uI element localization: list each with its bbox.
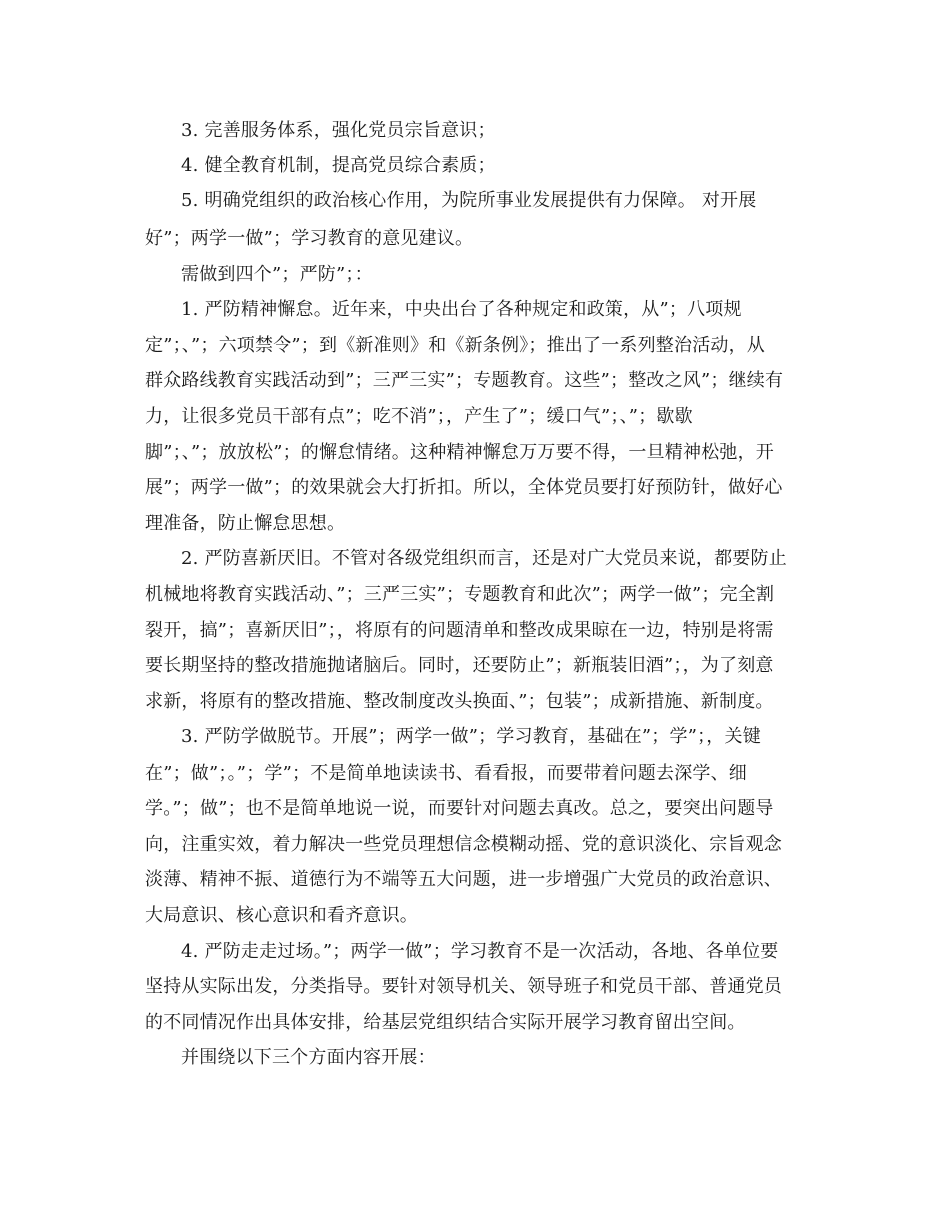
list-item-4: 4. 健全教育机制，提高党员综合素质； (181, 155, 496, 176)
closing-line: 并围绕以下三个方面内容开展： (181, 1047, 436, 1068)
point-3-line: 淡薄、精神不振、道德行为不端等五大问题，进一步增强广大党员的政治意识、 (145, 869, 782, 890)
point-1-line: 定”；、”；六项禁令”；到《新准则》和《新条例》；推出了一系列整治活动，从 (145, 335, 766, 356)
point-2-line: 2. 严防喜新厌旧。不管对各级党组织而言，还是对广大党员来说，都要防止 (181, 548, 787, 569)
point-4-line: 的不同情况作出具体安排，给基层党组织结合实际开展学习教育留出空间。 (145, 1012, 746, 1033)
point-1-line: 群众路线教育实践活动到”；三严三实”；专题教育。这些”；整改之风”；继续有 (145, 370, 784, 391)
point-2-line: 机械地将教育实践活动、”；三严三实”；专题教育和此次”；两学一做”；完全割 (145, 584, 775, 605)
text-line: 好”；两学一做”；学习教育的意见建议。 (145, 228, 474, 249)
point-3-line: 学。”；做”；也不是简单地说一说，而要针对问题去真改。总之，要突出问题导 (145, 798, 774, 819)
point-4-line: 4. 严防走走过场。”；两学一做”；学习教育不是一次活动，各地、各单位要 (181, 941, 779, 962)
point-3-line: 3. 严防学做脱节。开展”；两学一做”；学习教育，基础在”；学”；，关键 (181, 726, 761, 747)
list-item-5: 5. 明确党组织的政治核心作用，为院所事业发展提供有力保障。 对开展 (181, 190, 757, 211)
point-1-line: 1. 严防精神懈怠。近年来，中央出台了各种规定和政策，从”；八项规 (181, 299, 742, 320)
point-3-line: 大局意识、核心意识和看齐意识。 (145, 905, 418, 926)
point-2-line: 求新，将原有的整改措施、整改制度改头换面、”；包装”；成新措施、新制度。 (145, 691, 774, 712)
point-4-line: 坚持从实际出发，分类指导。要针对领导机关、领导班子和党员干部、普通党员 (145, 976, 782, 997)
point-1-line: 脚”；、”；放放松”；的懈怠情绪。这种精神懈怠万万要不得，一旦精神松弛，开 (145, 442, 775, 463)
paragraph-heading: 需做到四个”；严防”；： (181, 264, 373, 285)
list-item-3: 3. 完善服务体系，强化党员宗旨意识； (181, 120, 496, 141)
point-1-line: 展”；两学一做”；的效果就会大打折扣。所以，全体党员要打好预防针，做好心 (145, 477, 783, 498)
point-3-line: 向，注重实效，着力解决一些党员理想信念模糊动摇、党的意识淡化、宗旨观念 (145, 834, 782, 855)
point-1-line: 理准备，防止懈怠思想。 (145, 513, 346, 534)
point-1-line: 力，让很多党员干部有点”；吃不消”；，产生了”；缓口气”；、”；歇歇 (145, 406, 693, 427)
point-3-line: 在”；做”；。”；学”；不是简单地读读书、看看报，而要带着问题去深学、细 (145, 763, 748, 784)
point-2-line: 要长期坚持的整改措施抛诸脑后。同时，还要防止”；新瓶装旧酒”；，为了刻意 (145, 655, 774, 676)
point-2-line: 裂开，搞”；喜新厌旧”；，将原有的问题清单和整改成果晾在一边，特别是将需 (145, 620, 774, 641)
